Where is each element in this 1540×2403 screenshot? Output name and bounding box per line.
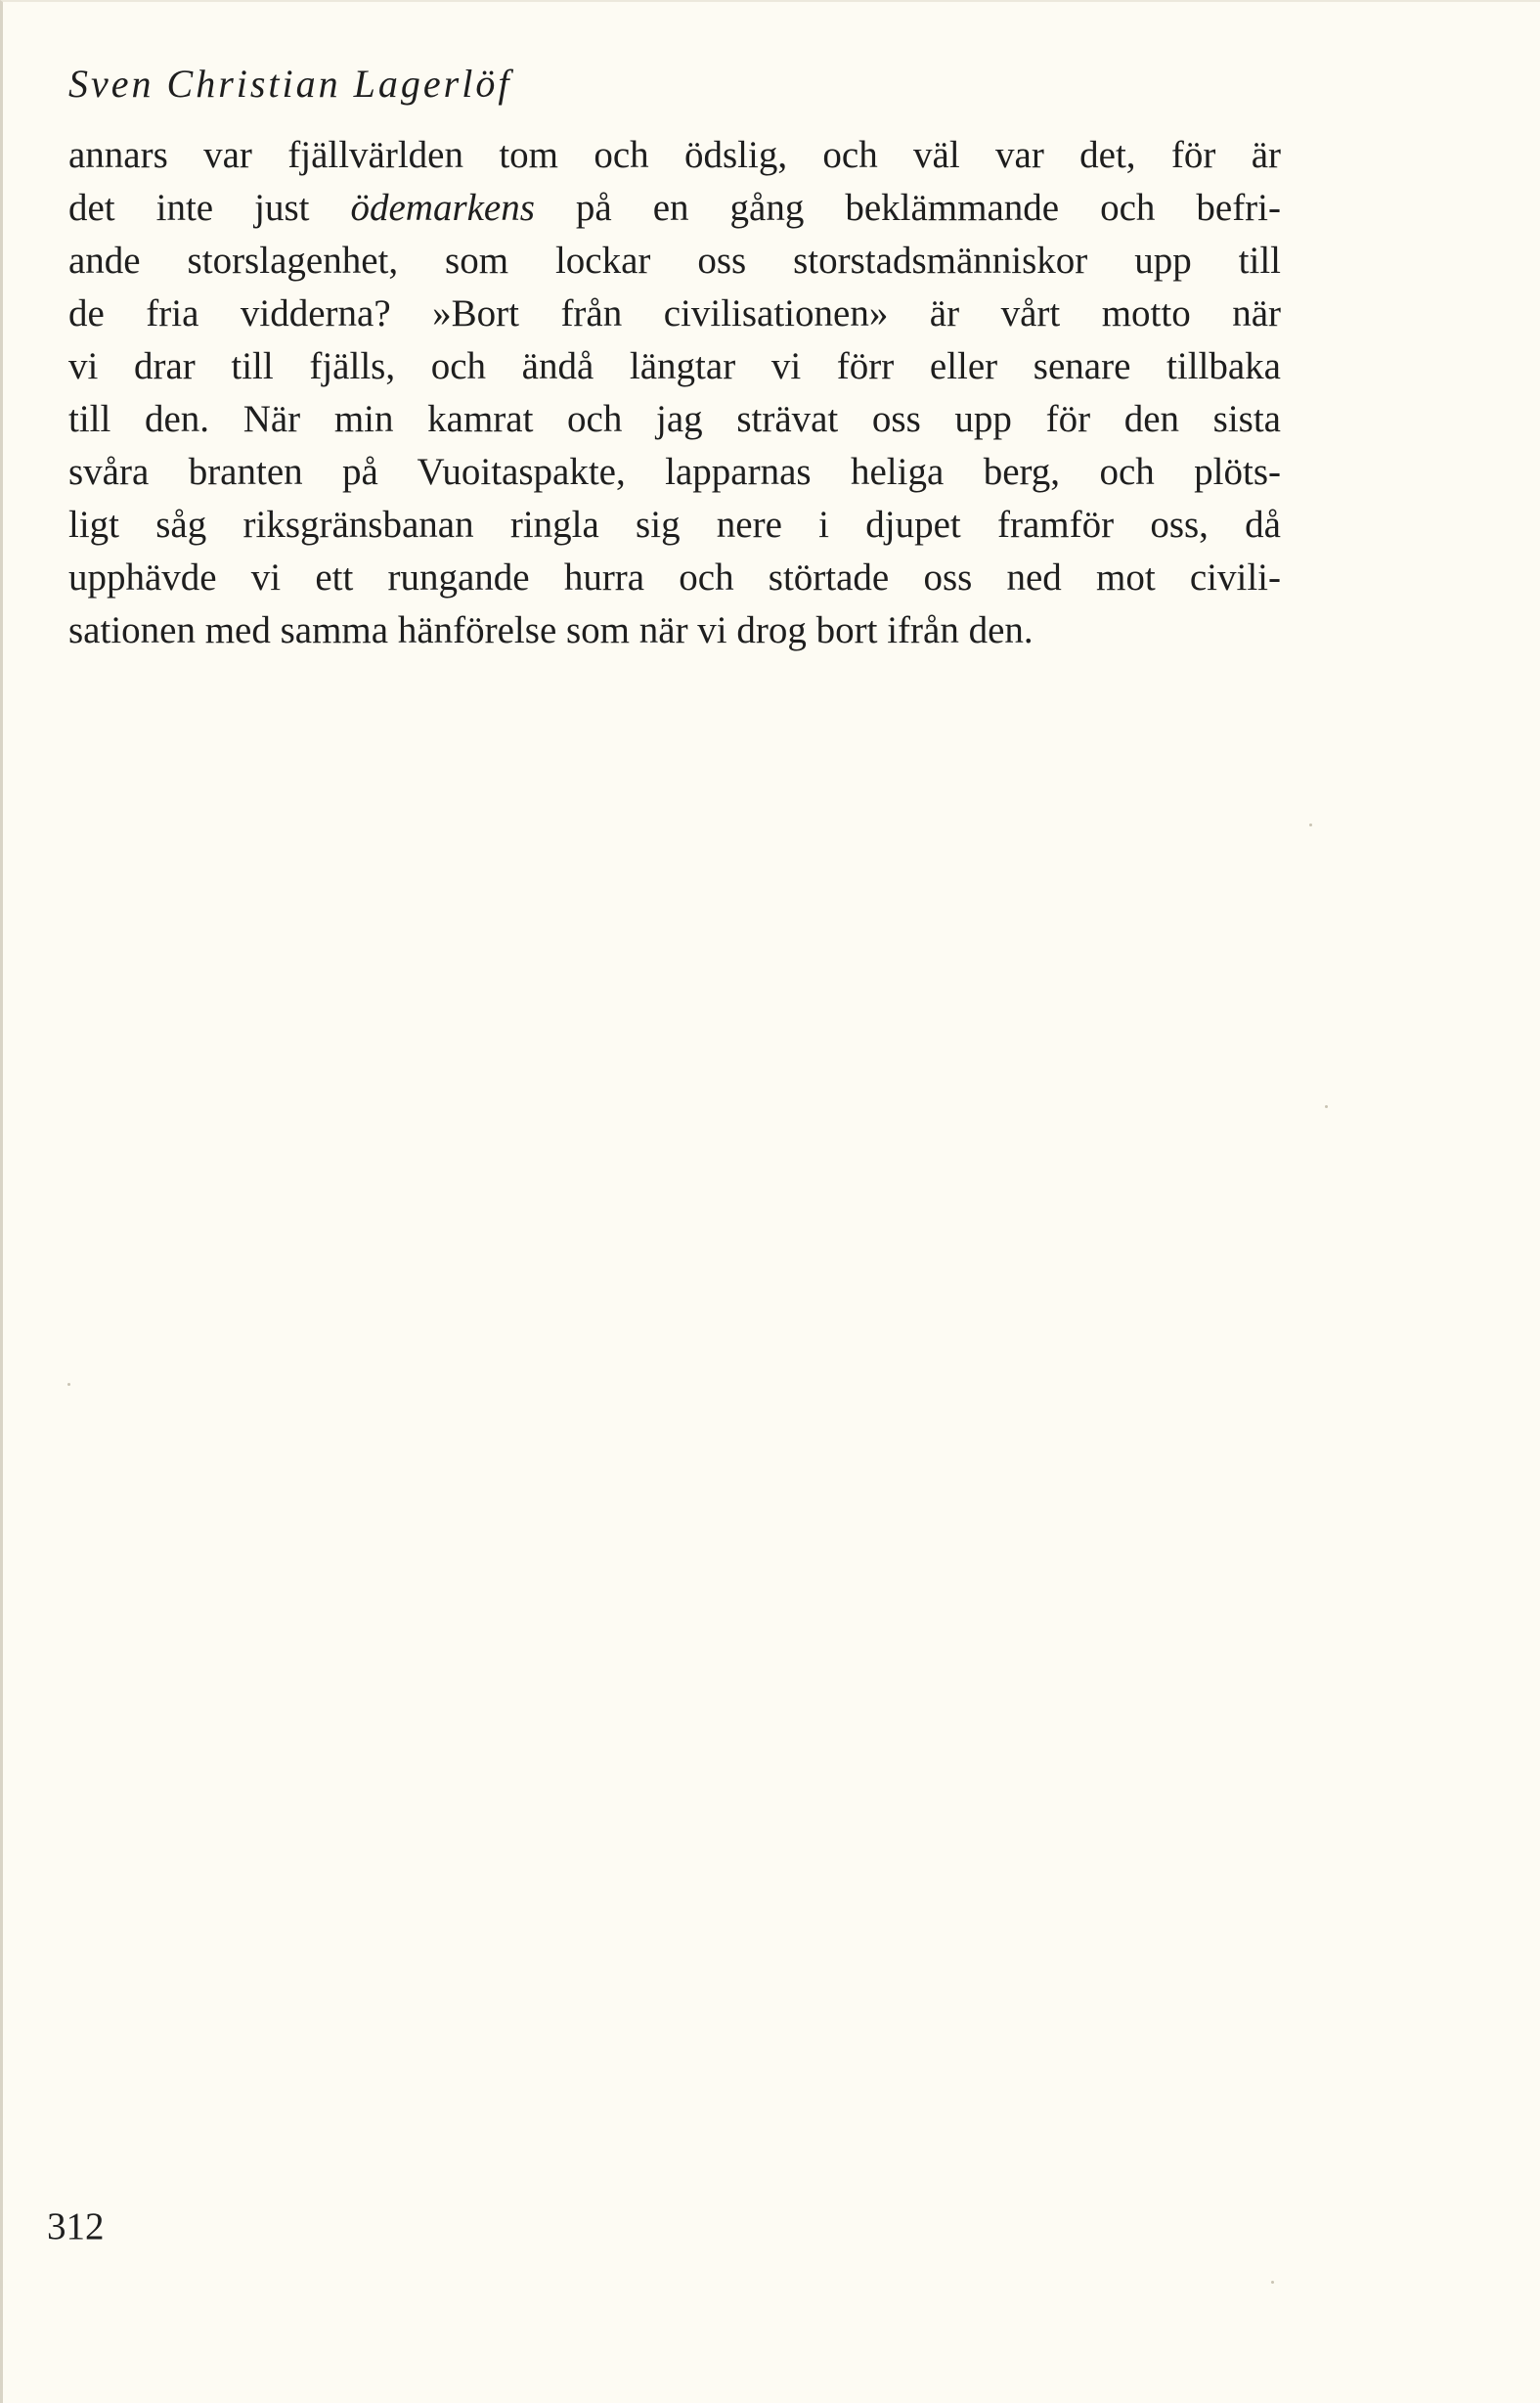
text-line-2: det inte just ödemarkens på en gång beklämmande och befri- bbox=[68, 187, 1281, 229]
text-line-10: sationen med samma hänförelse som när vi drog bort ifrån den. bbox=[68, 609, 1034, 651]
text-line-7: svåra branten på Vuoitaspakte, lapparnas heliga berg, och plöts- bbox=[68, 451, 1281, 493]
text-line-3: ande storslagenhet, som lockar oss storstadsmänniskor upp till bbox=[68, 240, 1281, 282]
text-line-5: vi drar till fjälls, och ändå längtar vi förr eller senare tillbaka bbox=[68, 345, 1281, 387]
paper-speck bbox=[67, 1383, 70, 1386]
text-line-4: de fria vidderna? »Bort från civilisationen» är vårt motto när bbox=[68, 292, 1281, 334]
text-line-8: ligt såg riksgränsbanan ringla sig nere i djupet framför oss, då bbox=[68, 504, 1281, 546]
text-line-1: annars var fjällvärlden tom och ödslig, och väl var det, för är bbox=[68, 134, 1281, 176]
text-line-6: till den. När min kamrat och jag strävat oss upp för den sista bbox=[68, 398, 1281, 440]
italic-word: ödemarkens bbox=[350, 187, 535, 229]
body-text bbox=[68, 129, 1281, 657]
paper-speck bbox=[1271, 2281, 1274, 2284]
text-line-9: upphävde vi ett rungande hurra och störtade oss ned mot civili- bbox=[68, 556, 1281, 599]
running-head: Sven Christian Lagerlöf bbox=[68, 62, 512, 106]
paper-speck bbox=[1309, 823, 1312, 826]
paper-speck bbox=[1325, 1105, 1328, 1108]
page-number: 312 bbox=[47, 2205, 105, 2247]
